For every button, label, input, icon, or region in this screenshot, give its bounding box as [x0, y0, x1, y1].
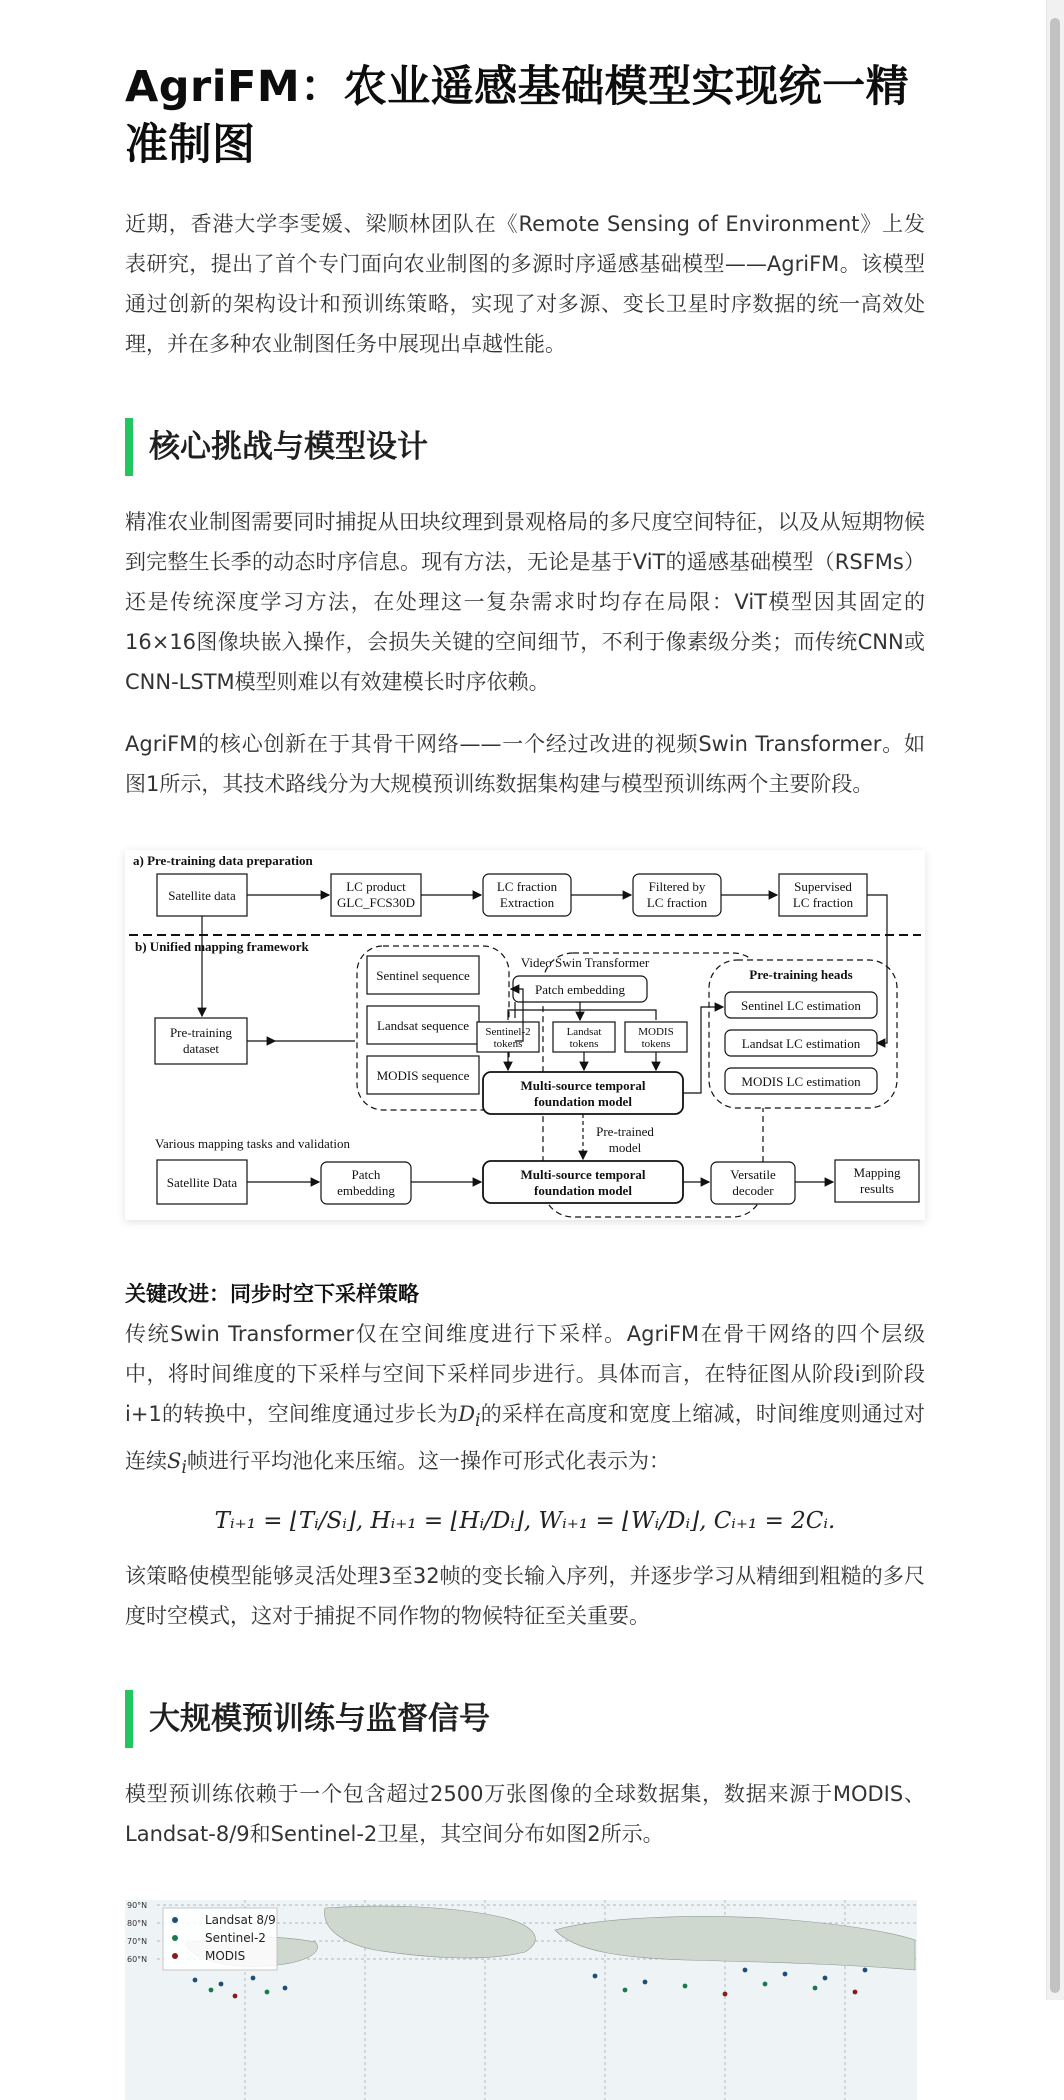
var-d: D	[458, 1402, 476, 1426]
var-d-sub: i	[475, 1411, 481, 1432]
node-modis-sequence: MODIS sequence	[376, 1068, 470, 1083]
var-s: S	[167, 1449, 182, 1474]
lat-label-90: 90°N	[127, 1901, 148, 1911]
node-filtered-2: LC fraction	[646, 895, 708, 910]
node-sentinel-tokens-1: Sentinel-2	[485, 1026, 531, 1038]
downsampling-formula: Tᵢ₊₁ = ⌊Tᵢ/Sᵢ⌋, Hᵢ₊₁ = ⌊Hᵢ/Dᵢ⌋, Wᵢ₊₁ = ⌊Wᵢ/Dᵢ⌋, Cᵢ₊₁ = 2Cᵢ.	[214, 1508, 836, 1535]
node-pretraining-dataset-1: Pre-training	[169, 1025, 233, 1040]
node-lc-product-1: LC product	[346, 879, 406, 894]
node-results-2: results	[860, 1181, 894, 1196]
section-heading-core: 核心挑战与模型设计	[125, 418, 925, 476]
node-lc-fraction-1: LC fraction	[496, 879, 558, 894]
var-s-sub: i	[181, 1458, 187, 1479]
framework-diagram	[125, 850, 925, 1220]
node-pretraining-dataset-2: dataset	[182, 1041, 220, 1056]
node-landsat-sequence: Landsat sequence	[376, 1018, 470, 1033]
node-modis-lc: MODIS LC estimation	[741, 1074, 861, 1089]
downsampling-text-c: 帧进行平均池化来压缩。这一操作可形式化表示为：	[187, 1449, 670, 1474]
legend-modis-marker	[172, 1953, 178, 1959]
node-lc-fraction-2: Extraction	[499, 895, 555, 910]
node-decoder-1: Versatile	[730, 1167, 776, 1182]
lat-label-80: 80°N	[127, 1919, 148, 1929]
lat-label-60: 60°N	[127, 1955, 148, 1965]
scrollbar-thumb[interactable]	[1050, 18, 1060, 1993]
node-various-tasks: Various mapping tasks and validation	[155, 1136, 350, 1151]
legend-box	[163, 1908, 277, 1970]
legend-modis: MODIS	[205, 1949, 246, 1964]
lat-label-70: 70°N	[127, 1937, 148, 1947]
node-results-1: Mapping	[853, 1165, 901, 1180]
node-pretrained-2: model	[608, 1140, 642, 1155]
challenge-paragraph: 精准农业制图需要同时捕捉从田块纹理到景观格局的多尺度空间特征，以及从短期物候到完整生长季的动态时序信息。现有方法，无论是基于ViT的遥感基础模型（RSFMs）还是传统深度学习方法，在处理这一复杂需求时均存在局限：ViT模型因其固定的16×16图像块嵌入操作，会损失关键的空间细节，不利于像素级分类；而传统CNN或CNN-LSTM模型则难以有效建模长时序依赖。	[125, 510, 925, 694]
node-decoder-2: decoder	[732, 1183, 774, 1198]
node-supervised-1: Supervised	[794, 879, 852, 894]
global-distribution-map	[125, 1900, 917, 2100]
downsampling-text-b: 的采样在高度和宽度上缩减，时间维度则通过对连续	[125, 1402, 925, 1474]
node-patch-embedding: Patch embedding	[535, 982, 625, 997]
legend-sentinel: Sentinel-2	[205, 1931, 266, 1946]
node-foundation-2: foundation model	[534, 1094, 632, 1109]
section-heading-pretraining: 大规模预训练与监督信号	[125, 1690, 925, 1748]
node-heads-title: Pre-training heads	[749, 967, 853, 982]
node-patch-emb-1: Patch	[351, 1167, 381, 1182]
node-satellite-data: Satellite data	[168, 888, 236, 903]
dataset-paragraph: 模型预训练依赖于一个包含超过2500万张图像的全球数据集，数据来源于MODIS、Landsat-8/9和Sentinel-2卫星，其空间分布如图2所示。	[125, 1782, 925, 1847]
downsampling-text-a: 传统Swin Transformer仅在空间维度进行下采样。AgriFM在骨干网络的四个层级中，将时间维度的下采样与空间下采样同步进行。具体而言，在特征图从阶段i到阶段i+1的转换中，空间维度通过步长为	[125, 1322, 925, 1426]
figure-1-framework	[125, 850, 925, 1220]
legend-landsat-marker	[172, 1917, 178, 1923]
node-sentinel-lc: Sentinel LC estimation	[741, 998, 861, 1013]
node-foundation-b-1: Multi-source temporal	[520, 1167, 646, 1182]
node-satellite-data-2: Satellite Data	[166, 1175, 238, 1190]
node-video-swin: Video Swin Transformer	[520, 955, 650, 970]
section-b-label: b) Unified mapping framework	[135, 939, 309, 954]
strategy-paragraph: 该策略使模型能够灵活处理3至32帧的变长输入序列，并逐步学习从精细到粗糙的多尺度时空模式，这对于捕捉不同作物的物候特征至关重要。	[125, 1564, 925, 1629]
section-a-label: a) Pre-training data preparation	[133, 853, 313, 868]
node-foundation-b-2: foundation model	[534, 1183, 632, 1198]
node-foundation-1: Multi-source temporal	[520, 1078, 646, 1093]
node-sentinel-sequence: Sentinel sequence	[376, 968, 470, 983]
node-modis-tokens-1: MODIS	[638, 1026, 674, 1038]
node-patch-emb-2: embedding	[337, 1183, 395, 1198]
node-landsat-tokens-1: Landsat	[566, 1026, 602, 1038]
node-pretrained-1: Pre-trained	[596, 1124, 654, 1139]
node-supervised-2: LC fraction	[792, 895, 854, 910]
node-filtered-1: Filtered by	[648, 879, 706, 894]
subheading-downsampling: 关键改进：同步时空下采样策略	[125, 1282, 419, 1306]
node-sentinel-tokens-2: tokens	[493, 1038, 523, 1050]
innovation-paragraph: AgriFM的核心创新在于其骨干网络——一个经过改进的视频Swin Transformer。如图1所示，其技术路线分为大规模预训练数据集构建与模型预训练两个主要阶段。	[125, 732, 925, 796]
article	[125, 58, 925, 2100]
node-landsat-lc: Landsat LC estimation	[741, 1036, 861, 1051]
figure-2-global-map	[125, 1900, 917, 2100]
node-lc-product-2: GLC_FCS30D	[336, 895, 416, 910]
downsampling-paragraph	[125, 1314, 925, 1488]
node-landsat-tokens-2: tokens	[569, 1038, 599, 1050]
intro-paragraph: 近期，香港大学李雯媛、梁顺林团队在《Remote Sensing of Environment》上发表研究，提出了首个专门面向农业制图的多源时序遥感基础模型——AgriFM。该模型通过创新的架构设计和预训练策略，实现了对多源、变长卫星时序数据的统一高效处理，并在多种农业制图任务中展现出卓越性能。	[125, 212, 925, 356]
page-title: AgriFM：农业遥感基础模型实现统一精准制图	[125, 62, 910, 170]
node-modis-tokens-2: tokens	[641, 1038, 671, 1050]
legend-sentinel-marker	[172, 1935, 178, 1941]
legend-landsat: Landsat 8/9	[205, 1913, 276, 1928]
